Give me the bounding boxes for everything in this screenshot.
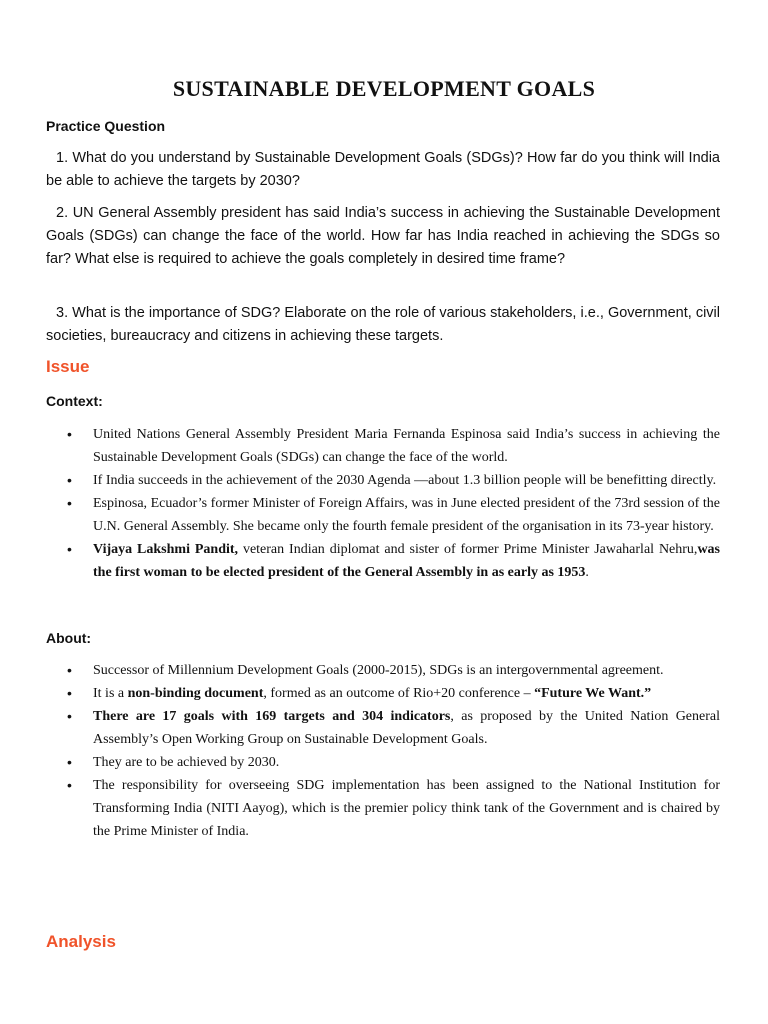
list-item: • Espinosa, Ecuador’s former Minister of Foreign Affairs, was in June elected president of the 73rd session of the U.N. General Assembly. She became only the fourth female president of the organisation in its 73-year history. bbox=[46, 492, 720, 538]
about-label: About: bbox=[46, 630, 92, 646]
analysis-heading: Analysis bbox=[46, 932, 116, 951]
list-item: • Successor of Millennium Development Goals (2000-2015), SDGs is an intergovernmental agreement. bbox=[46, 659, 720, 682]
practice-question-label: Practice Question bbox=[46, 118, 166, 134]
context-label: Context: bbox=[46, 393, 103, 409]
about-list bbox=[46, 659, 720, 843]
list-item: • If India succeeds in the achievement of the 2030 Agenda —about 1.3 billion people will be benefitting directly. bbox=[46, 469, 720, 492]
issue-heading: Issue bbox=[46, 357, 90, 376]
list-item: • It is a non-binding document, formed as an outcome of Rio+20 conference – “Future We Want.” bbox=[46, 682, 720, 705]
question-2-text: 2. UN General Assembly president has said India’s success in achieving the Sustainable Development Goals (SDGs) can change the face of the world. How far has India reached in achieving the SDGs so far? What else is required to achieve the goals completely in desired time frame? bbox=[46, 205, 720, 267]
question-1-text: 1. What do you understand by Sustainable Development Goals (SDGs)? How far do you think will India be able to achieve the targets by 2030? bbox=[46, 150, 720, 189]
list-item: • United Nations General Assembly President Maria Fernanda Espinosa said India’s success in achieving the Sustainable Development Goals (SDGs) can change the face of the world. bbox=[46, 423, 720, 469]
list-item: • Vijaya Lakshmi Pandit, veteran Indian diplomat and sister of former Prime Minister Jawaharlal Nehru,was the first woman to be elected president of the General Assembly in as early as 1953. bbox=[46, 538, 720, 584]
question-3 bbox=[46, 302, 720, 348]
question-3-text: 3. What is the importance of SDG? Elaborate on the role of various stakeholders, i.e., Government, civil societies, bureaucracy and citizens in achieving these targets. bbox=[46, 305, 720, 344]
question-1 bbox=[46, 147, 720, 193]
list-item: • They are to be achieved by 2030. bbox=[46, 751, 720, 774]
list-item: • The responsibility for overseeing SDG implementation has been assigned to the National Institution for Transforming India (NITI Aayog), which is the premier policy think tank of the Government and is chaired by the Prime Minister of India. bbox=[46, 774, 720, 843]
page-title: SUSTAINABLE DEVELOPMENT GOALS bbox=[172, 76, 596, 101]
question-2 bbox=[46, 202, 720, 271]
context-list bbox=[46, 423, 720, 584]
list-item: • There are 17 goals with 169 targets and 304 indicators, as proposed by the United Nation General Assembly’s Open Working Group on Sustainable Development Goals. bbox=[46, 705, 720, 751]
